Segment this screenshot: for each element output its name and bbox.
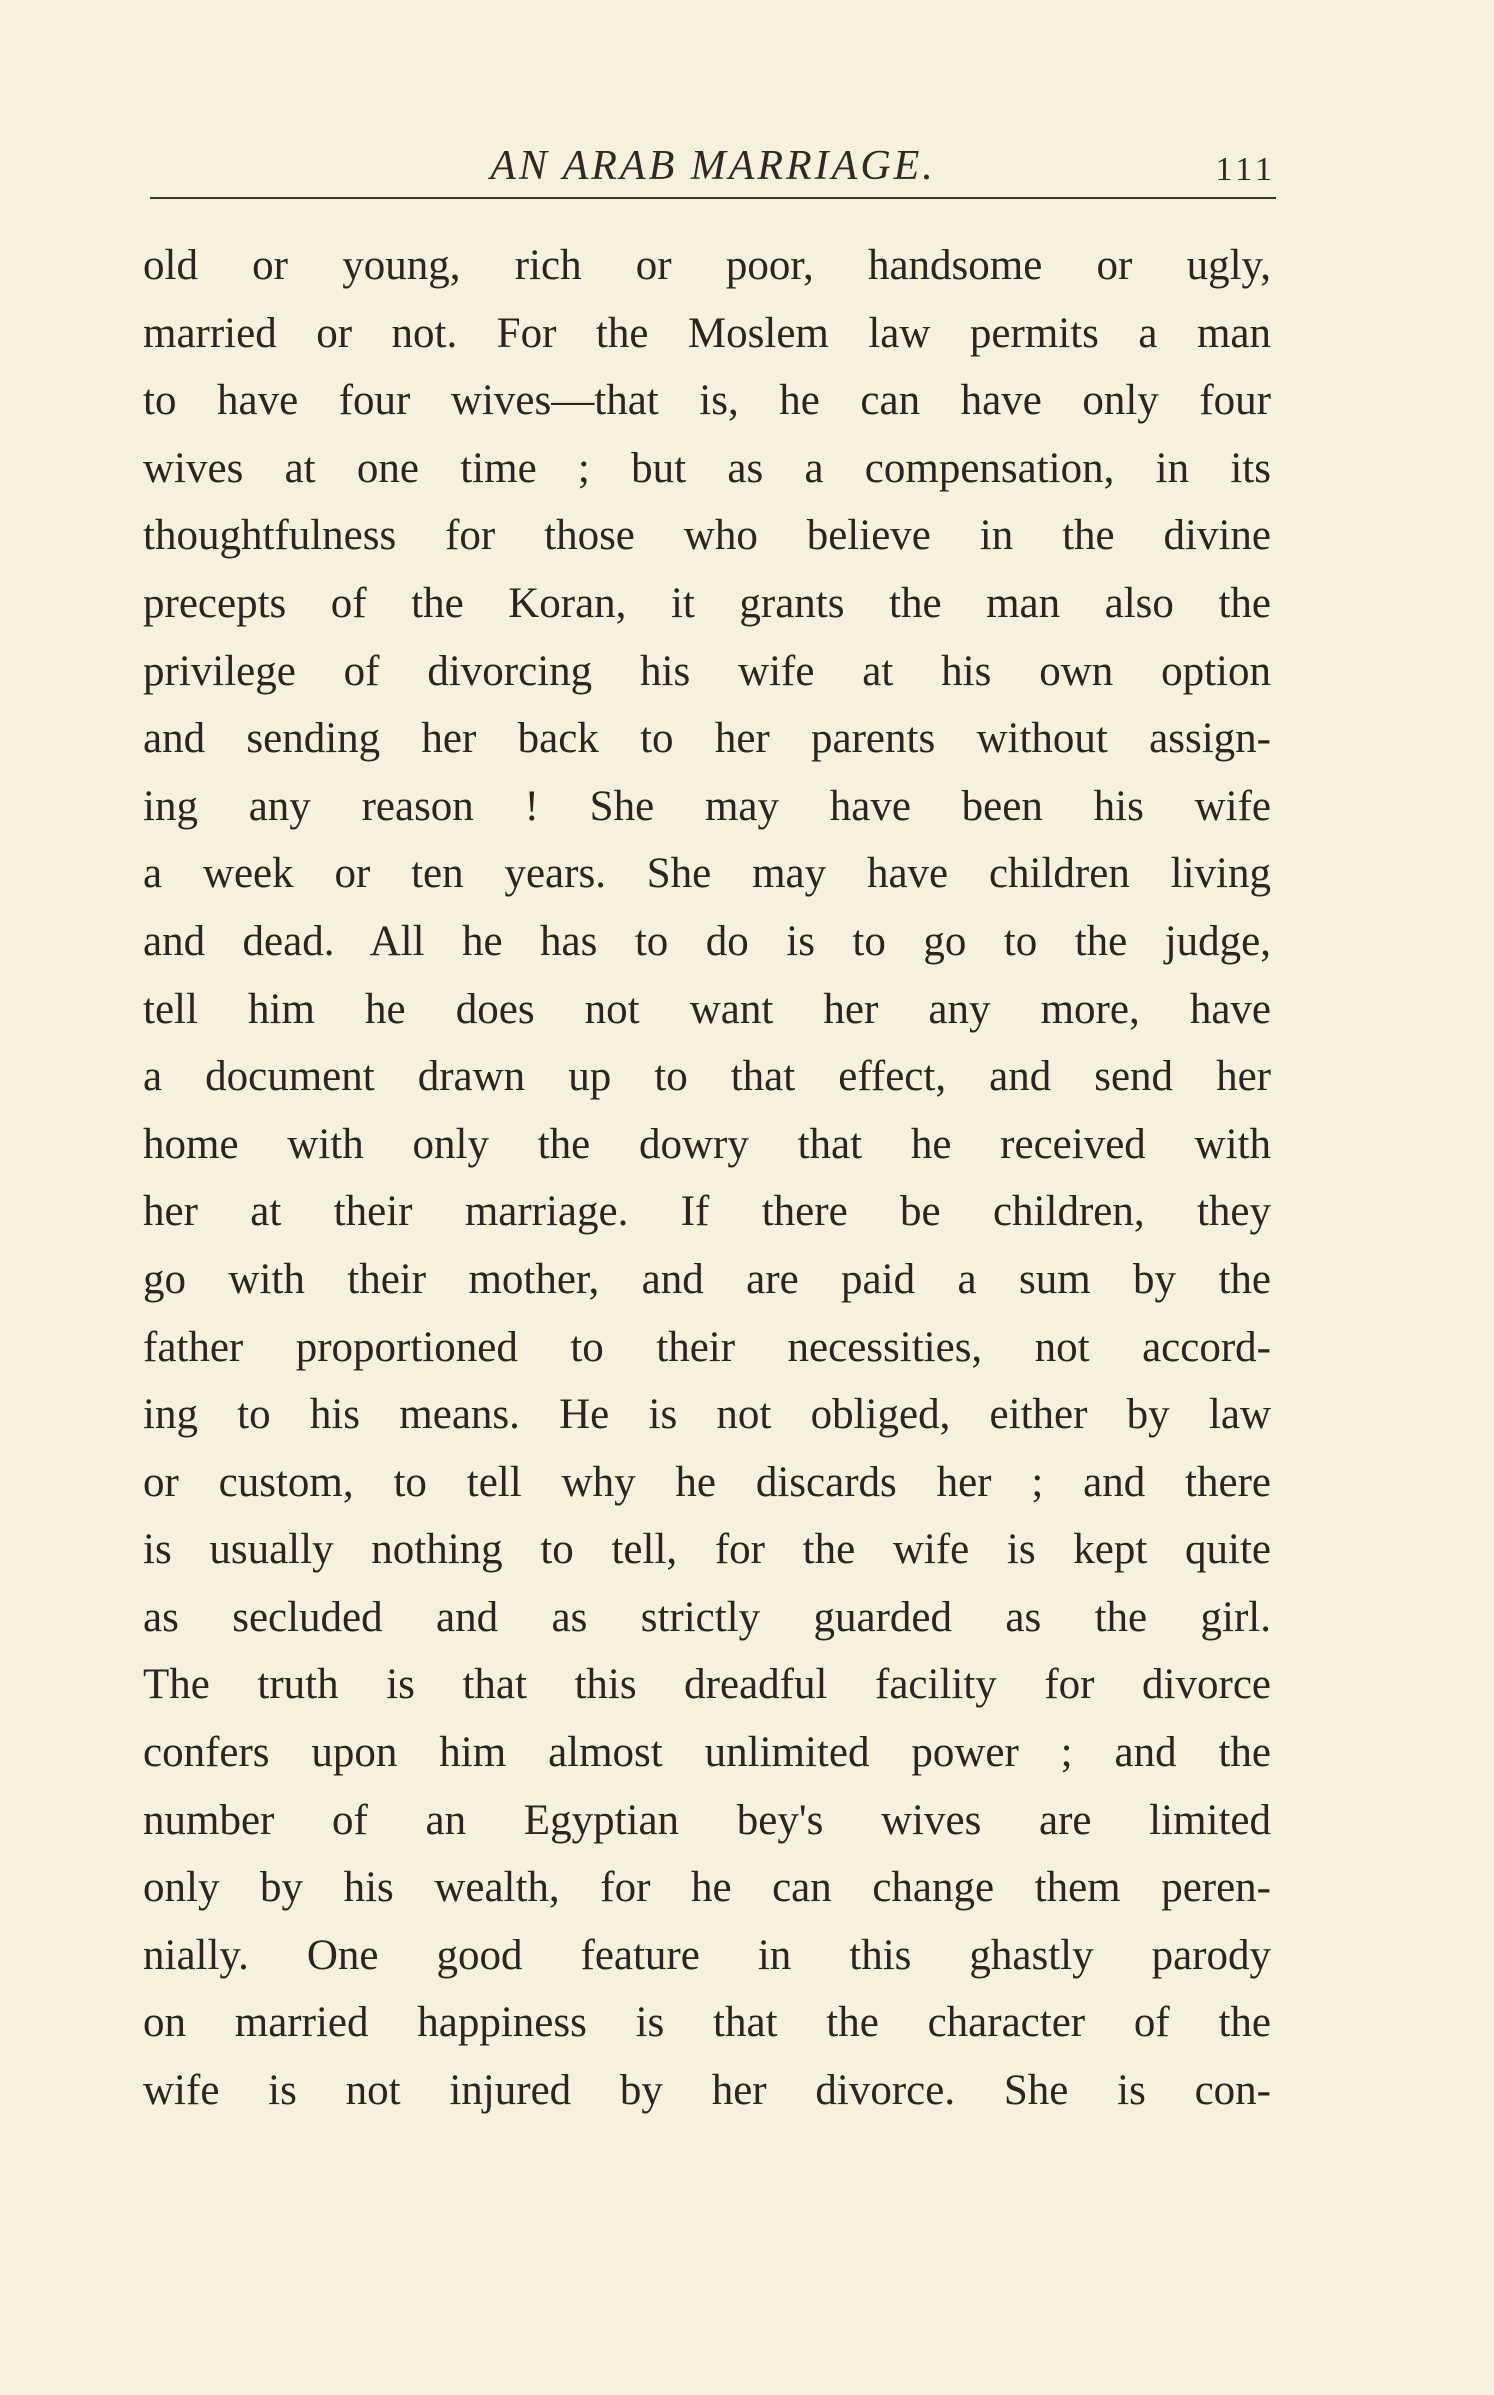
text-line: old or young, rich or poor, handsome or ugly, — [143, 242, 1271, 289]
text-line: ing to his means. He is not obliged, either by law — [143, 1391, 1271, 1439]
text-line: privilege of divorcing his wife at his own option — [143, 647, 1271, 695]
text-line: father proportioned to their necessities, not accord- — [143, 1323, 1271, 1371]
text-line: married or not. For the Moslem law permits a man — [143, 309, 1271, 357]
text-line: wives at one time ; but as a compensation, in its — [143, 444, 1271, 492]
text-line: nially. One good feature in this ghastly parody — [143, 1931, 1271, 1979]
text-line: her at their marriage. If there be children, they — [143, 1188, 1271, 1236]
text-line: tell him he does not want her any more, have — [143, 985, 1271, 1033]
text-line: number of an Egyptian bey's wives are limited — [143, 1796, 1271, 1844]
text-line: confers upon him almost unlimited power ; and the — [143, 1729, 1271, 1777]
running-head — [150, 136, 1276, 196]
text-line: or custom, to tell why he discards her ; and there — [143, 1458, 1271, 1506]
text-line: ing any reason ! She may have been his wife — [143, 782, 1271, 830]
text-line: go with their mother, and are paid a sum by the — [143, 1255, 1271, 1303]
text-line: precepts of the Koran, it grants the man also the — [143, 579, 1271, 627]
text-line: The truth is that this dreadful facility for divorce — [143, 1661, 1271, 1709]
header-rule — [150, 197, 1276, 199]
text-line: as secluded and as strictly guarded as the girl. — [143, 1593, 1271, 1641]
text-line: a document drawn up to that effect, and send her — [143, 1053, 1271, 1101]
page-number: 111 — [1215, 151, 1276, 188]
body-text — [143, 232, 1271, 2125]
text-line: to have four wives—that is, he can have only four — [143, 377, 1271, 425]
text-line: on married happiness is that the character of the — [143, 1999, 1271, 2047]
text-line: and dead. All he has to do is to go to the judge, — [143, 917, 1271, 965]
running-title: AN ARAB MARRIAGE. — [490, 143, 936, 189]
text-line: is usually nothing to tell, for the wife is kept quite — [143, 1526, 1271, 1574]
text-line: home with only the dowry that he received with — [143, 1120, 1271, 1168]
text-line: and sending her back to her parents without assign- — [143, 715, 1271, 763]
text-line: a week or ten years. She may have children living — [143, 850, 1271, 898]
text-line: only by his wealth, for he can change them peren- — [143, 1864, 1271, 1912]
text-line: thoughtfulness for those who believe in the divine — [143, 512, 1271, 560]
text-line: wife is not injured by her divorce. She is con- — [143, 2067, 1271, 2115]
